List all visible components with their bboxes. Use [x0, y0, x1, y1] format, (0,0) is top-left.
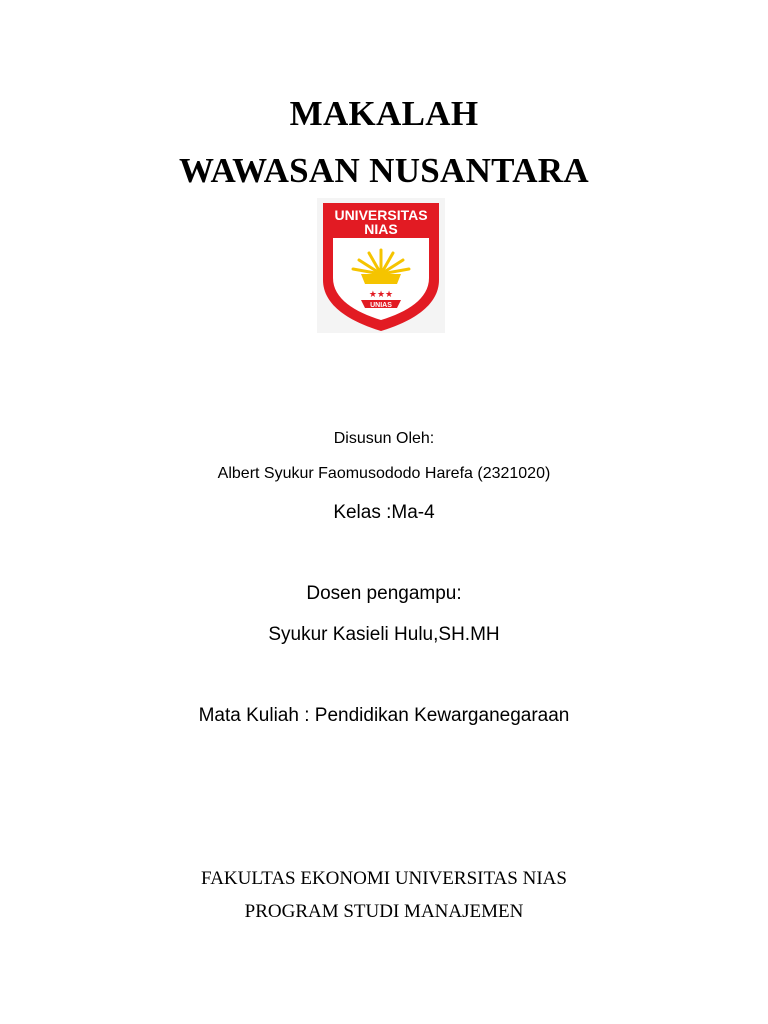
study-program: PROGRAM STUDI MANAJEMEN [244, 901, 524, 922]
shield-emblem-icon [317, 198, 445, 333]
lecturer-name: Syukur Kasieli Hulu,SH.MH [268, 624, 500, 645]
faculty-name: FAKULTAS EKONOMI UNIVERSITAS NIAS [201, 868, 567, 889]
lecturer-label: Dosen pengampu: [306, 583, 462, 604]
author-label: Disusun Oleh: [333, 430, 435, 447]
stars-icon: ★★★ [368, 290, 394, 300]
title-line-1: MAKALAH [289, 94, 479, 133]
title-line-2: WAWASAN NUSANTARA [179, 151, 589, 190]
course-name: Mata Kuliah : Pendidikan Kewarganegaraan [198, 705, 570, 726]
logo-ribbon-text: UNIAS [370, 302, 392, 309]
logo-text-nias: NIAS [364, 221, 398, 237]
author-class: Kelas :Ma-4 [333, 502, 435, 523]
university-logo [317, 198, 445, 333]
logo-text-universitas: UNIVERSITAS [334, 207, 428, 223]
author-name: Albert Syukur Faomusododo Harefa (2321020) [217, 465, 551, 482]
